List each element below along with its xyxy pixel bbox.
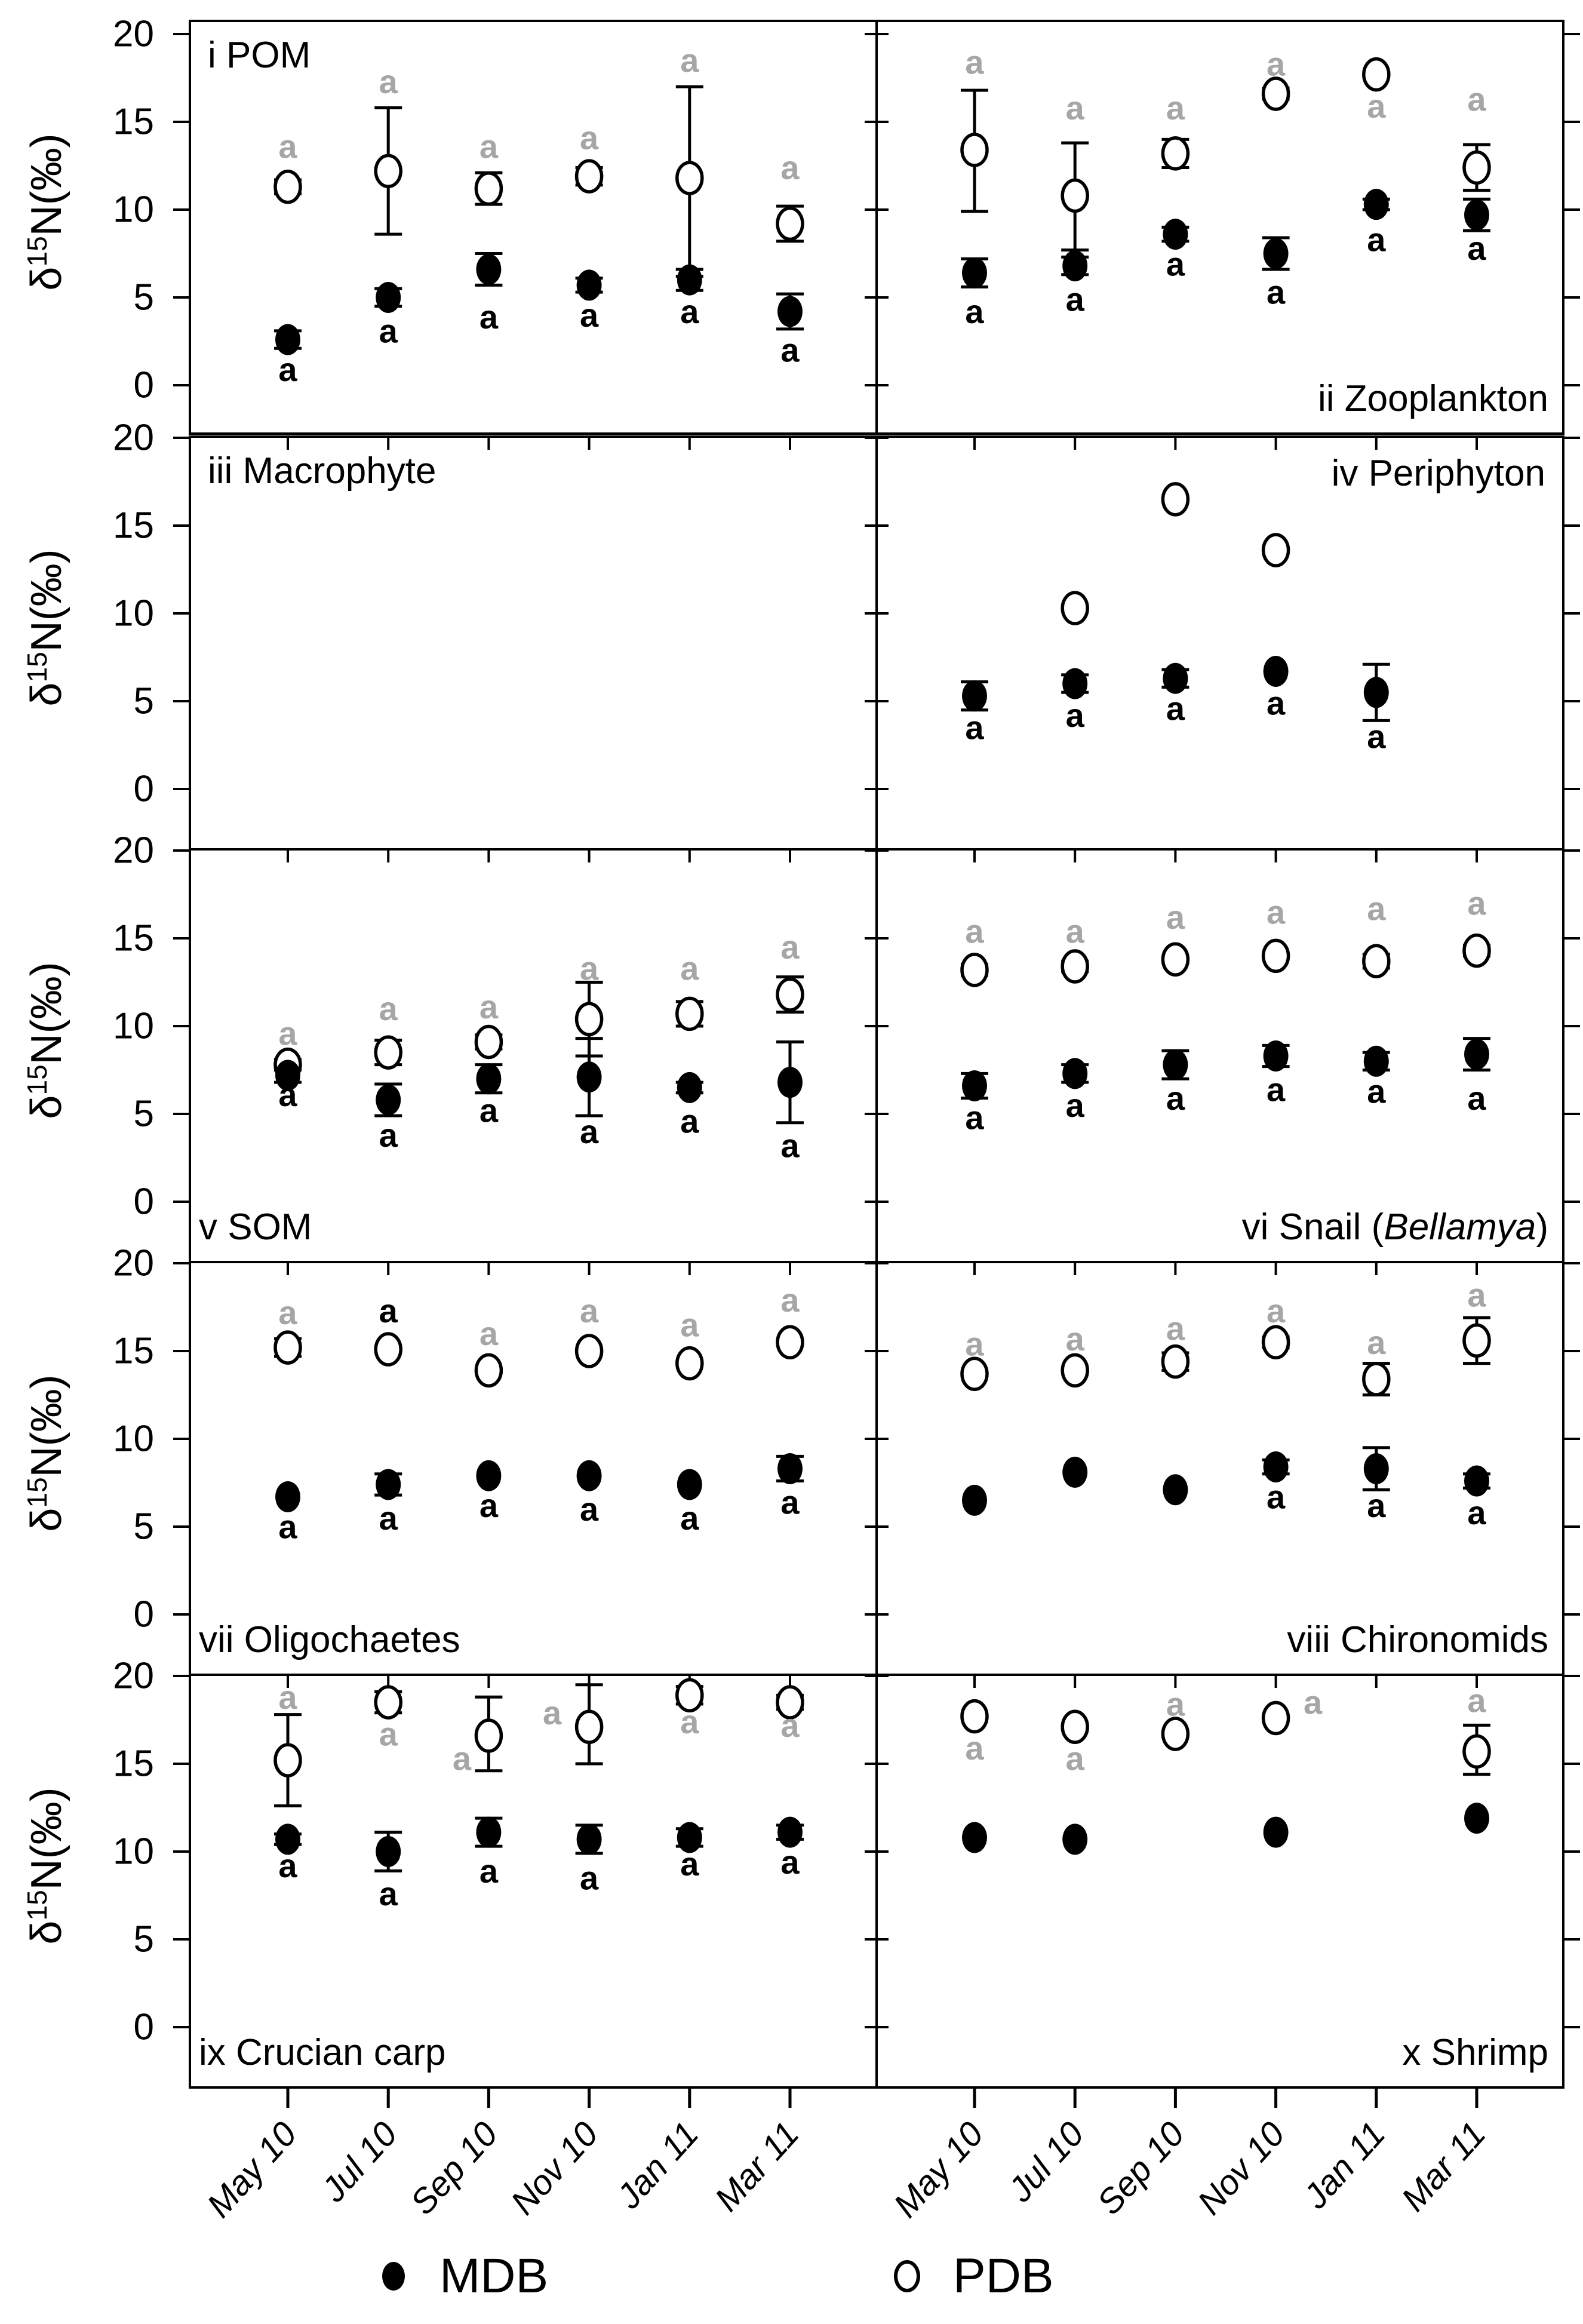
mdb-marker — [1464, 1466, 1489, 1497]
sig-label: a — [1166, 1079, 1185, 1118]
sig-label: a — [379, 1499, 398, 1537]
mdb-marker — [777, 296, 803, 327]
mdb-marker — [577, 1460, 602, 1491]
legend-label-mdb: MDB — [439, 2249, 549, 2303]
mdb-marker — [962, 1070, 987, 1101]
pdb-marker — [1062, 1355, 1087, 1386]
mdb-marker — [962, 1485, 987, 1516]
svg-text:δ15N(‰): $\delta^{15}N(‰)$ — [21, 549, 70, 707]
filled-circle-icon — [382, 2262, 405, 2291]
y-axis-title — [21, 1787, 70, 1944]
svg-text:δ15N(‰): $\delta^{15}N(‰)$ — [21, 962, 70, 1119]
mdb-marker — [376, 1084, 401, 1115]
pdb-marker — [777, 208, 803, 240]
pdb-marker — [1364, 59, 1389, 90]
sig-label: a — [580, 1859, 599, 1897]
sig-label: a — [580, 949, 599, 987]
mdb-marker — [1364, 677, 1389, 708]
y-tick-label: 20 — [113, 13, 154, 55]
svg-text:δ15N(‰): $\delta^{15}N(‰)$ — [21, 1374, 70, 1532]
y-tick-label: 0 — [133, 364, 154, 406]
sig-label: a — [1467, 884, 1486, 922]
svg-text:Sep 10: Sep 10 — [1089, 2114, 1192, 2222]
y-tick-label: 15 — [113, 917, 154, 959]
sig-label: a — [965, 708, 984, 747]
pdb-marker — [1062, 592, 1087, 624]
sig-label: a — [1267, 684, 1286, 722]
y-tick-label: 15 — [113, 1743, 154, 1785]
mdb-marker — [1464, 1803, 1489, 1834]
mdb-marker — [476, 1063, 501, 1094]
pdb-marker — [1163, 1346, 1188, 1377]
y-tick-label: 15 — [113, 101, 154, 143]
sig-label: a — [479, 127, 498, 165]
sig-label: a — [1065, 1319, 1084, 1358]
sig-label: a — [1367, 87, 1386, 125]
pdb-marker — [1364, 945, 1389, 977]
svg-text:Mar 11: Mar 11 — [707, 2114, 807, 2219]
pdb-marker — [577, 1003, 602, 1034]
legend-label-pdb: PDB — [953, 2249, 1054, 2303]
pdb-marker — [275, 1332, 300, 1363]
mdb-marker — [1264, 656, 1289, 687]
y-tick-label: 10 — [113, 1418, 154, 1460]
pdb-marker — [577, 161, 602, 192]
sig-label: a — [1467, 1681, 1486, 1720]
sig-label: a — [780, 1126, 800, 1165]
panel-title-periphyton: iv Periphyton — [1331, 453, 1545, 494]
pdb-marker — [1364, 1364, 1389, 1395]
sig-label: a — [379, 1875, 398, 1913]
sig-label: a — [479, 297, 498, 336]
pdb-marker — [777, 979, 803, 1010]
pdb-marker — [476, 1720, 501, 1751]
pdb-marker — [1163, 484, 1188, 515]
mdb-marker — [476, 254, 501, 285]
pdb-marker — [1464, 1736, 1489, 1767]
sig-label: a — [780, 1706, 800, 1744]
y-tick-label: 20 — [113, 1655, 154, 1697]
mdb-marker — [962, 680, 987, 711]
mdb-marker — [476, 1817, 501, 1848]
mdb-marker — [1062, 250, 1087, 281]
svg-text:δ15N(‰): $\delta^{15}N(‰)$ — [21, 1787, 70, 1945]
y-tick-label: 0 — [133, 2006, 154, 2048]
sig-label: a — [780, 1483, 800, 1521]
sig-label: a — [379, 62, 398, 100]
sig-label: a — [1267, 1478, 1286, 1516]
y-tick-label: 0 — [133, 1181, 154, 1223]
legend-item-mdb — [382, 2248, 548, 2304]
sig-label: a — [1467, 80, 1486, 118]
y-axis-title — [21, 133, 70, 290]
y-tick-label: 0 — [133, 768, 154, 810]
pdb-marker — [1062, 951, 1087, 982]
sig-label: a — [278, 351, 297, 389]
sig-label: a — [780, 1281, 800, 1319]
mdb-marker — [677, 265, 702, 296]
pdb-marker — [1464, 1325, 1489, 1356]
sig-label: a — [965, 912, 984, 950]
mdb-marker — [1062, 1457, 1087, 1488]
sig-label: a — [1367, 1072, 1386, 1110]
sig-label: a — [278, 1014, 297, 1052]
pdb-marker — [1264, 1703, 1289, 1734]
mdb-marker — [1062, 668, 1087, 699]
pdb-marker — [777, 1327, 803, 1358]
panel-title-zooplankton: ii Zooplankton — [1317, 378, 1548, 419]
pdb-marker — [1163, 944, 1188, 975]
sig-label: a — [680, 949, 699, 987]
sig-label: a — [1367, 1487, 1386, 1525]
pdb-marker — [1264, 78, 1289, 109]
sig-label: a — [1467, 1493, 1486, 1531]
y-tick-label: 15 — [113, 1330, 154, 1372]
svg-text:δ15N(‰): $\delta^{15}N(‰)$ — [21, 133, 70, 291]
mdb-marker — [1062, 1058, 1087, 1089]
mdb-marker — [1264, 238, 1289, 269]
pdb-marker — [962, 1358, 987, 1389]
pdb-marker — [476, 1026, 501, 1057]
sig-label: a — [680, 1845, 699, 1883]
mdb-marker — [962, 257, 987, 288]
mdb-marker — [1364, 189, 1389, 220]
sig-label: a — [965, 1098, 984, 1137]
sig-label: a — [1166, 88, 1185, 127]
panel-title-pom: i POM — [208, 35, 311, 76]
mdb-marker — [1264, 1817, 1289, 1848]
y-axis-title — [21, 1374, 70, 1531]
sig-label: a — [1267, 45, 1286, 83]
svg-text:Nov 10: Nov 10 — [503, 2114, 606, 2222]
y-tick-label: 20 — [113, 830, 154, 871]
sig-label: a — [580, 118, 599, 156]
sig-label: a — [1065, 280, 1084, 318]
sig-label: a — [965, 43, 984, 81]
mdb-marker — [1464, 1039, 1489, 1070]
pdb-marker — [376, 1334, 401, 1365]
pdb-marker — [376, 1687, 401, 1718]
mdb-marker — [1163, 1049, 1188, 1080]
pdb-marker — [1264, 535, 1289, 566]
sig-label: a — [780, 148, 800, 186]
mdb-marker — [376, 1836, 401, 1867]
pdb-marker — [376, 1037, 401, 1068]
pdb-marker — [962, 134, 987, 165]
svg-text:Jan 11: Jan 11 — [1296, 2114, 1393, 2216]
sig-label: a — [680, 1306, 699, 1344]
panel-macrophyte — [208, 450, 436, 492]
sig-label: a — [278, 127, 297, 165]
y-tick-label: 5 — [133, 277, 154, 318]
mdb-marker — [1464, 199, 1489, 231]
y-tick-label: 20 — [113, 417, 154, 459]
pdb-marker — [1062, 1711, 1087, 1742]
pdb-marker — [476, 1355, 501, 1386]
sig-label: a — [379, 1715, 398, 1753]
pdb-marker — [1464, 935, 1489, 966]
sig-label: a — [1166, 898, 1185, 937]
panel-title-chironomids: viii Chironomids — [1287, 1619, 1548, 1660]
pdb-marker — [476, 173, 501, 204]
panel-title-macrophyte: iii Macrophyte — [208, 450, 437, 492]
y-tick-label: 10 — [113, 1831, 154, 1872]
sig-label: a — [1267, 1291, 1286, 1330]
pdb-marker — [1163, 138, 1188, 169]
sig-label: a — [278, 1508, 297, 1546]
sig-label: a — [1367, 889, 1386, 928]
y-axis-title — [21, 549, 70, 706]
sig-label: a — [278, 1293, 297, 1331]
y-tick-label: 20 — [113, 1242, 154, 1284]
mdb-marker — [1364, 1453, 1389, 1484]
mdb-marker — [1264, 1040, 1289, 1072]
y-tick-label: 0 — [133, 1594, 154, 1635]
panel-title-som: v SOM — [199, 1206, 312, 1248]
sig-label: a — [580, 296, 599, 334]
panel-title-snail: vi Snail (Bellamya) — [1241, 1206, 1548, 1248]
open-circle-icon — [894, 2260, 920, 2292]
pdb-marker — [1264, 1327, 1289, 1358]
sig-label: a — [1166, 689, 1185, 727]
svg-text:Jul 10: Jul 10 — [313, 2114, 405, 2209]
mdb-marker — [962, 1822, 987, 1853]
sig-label: a — [278, 1847, 297, 1885]
sig-label: a — [580, 1490, 599, 1528]
sig-label: a — [680, 41, 699, 79]
sig-label: a — [1467, 1079, 1486, 1118]
svg-text:Sep 10: Sep 10 — [402, 2114, 506, 2222]
sig-label: a — [1166, 245, 1185, 283]
y-tick-label: 5 — [133, 1506, 154, 1548]
pdb-marker — [1264, 940, 1289, 971]
sig-label: a — [580, 1112, 599, 1150]
pdb-marker — [577, 1711, 602, 1742]
pdb-marker — [677, 998, 702, 1029]
sig-label: a — [1304, 1683, 1323, 1721]
mdb-marker — [777, 1067, 803, 1098]
y-tick-label: 15 — [113, 505, 154, 547]
mdb-marker — [1163, 1474, 1188, 1505]
pdb-marker — [677, 162, 702, 194]
legend-item-pdb — [894, 2248, 1054, 2304]
pdb-marker — [1163, 1718, 1188, 1749]
sig-label: a — [379, 1291, 398, 1330]
sig-label: a — [1166, 1685, 1185, 1723]
pdb-marker — [577, 1336, 602, 1367]
panel-title-oligochaetes: vii Oligochaetes — [199, 1619, 460, 1660]
mdb-marker — [677, 1469, 702, 1500]
y-tick-label: 10 — [113, 1005, 154, 1047]
sig-label: a — [479, 1487, 498, 1525]
sig-label: a — [1367, 220, 1386, 259]
sig-label: a — [1467, 1276, 1486, 1314]
pdb-marker — [275, 171, 300, 202]
sig-label: a — [780, 331, 800, 369]
sig-label: a — [1065, 1739, 1084, 1777]
mdb-marker — [1062, 1823, 1087, 1855]
y-axis-title — [21, 962, 70, 1119]
pdb-marker — [677, 1348, 702, 1379]
sig-label: a — [965, 293, 984, 331]
sig-label: a — [1065, 912, 1084, 950]
svg-text:Mar 11: Mar 11 — [1394, 2114, 1493, 2219]
pdb-marker — [962, 954, 987, 986]
sig-label: a — [1267, 893, 1286, 931]
svg-text:Jul 10: Jul 10 — [1000, 2114, 1092, 2209]
sig-label: a — [479, 1315, 498, 1353]
sig-label: a — [479, 988, 498, 1026]
sig-label: a — [479, 1091, 498, 1129]
sig-label: a — [1467, 229, 1486, 268]
sig-label: a — [379, 990, 398, 1028]
pdb-marker — [1062, 180, 1087, 211]
sig-label: a — [780, 1843, 800, 1881]
sig-label: a — [1065, 88, 1084, 127]
y-tick-label: 10 — [113, 189, 154, 231]
svg-text:Jan 11: Jan 11 — [609, 2114, 706, 2216]
sig-label: a — [452, 1739, 471, 1777]
mdb-marker — [677, 1072, 702, 1103]
sig-label: a — [680, 1102, 699, 1140]
mdb-marker — [376, 282, 401, 313]
sig-label: a — [1367, 717, 1386, 756]
sig-label: a — [379, 1116, 398, 1154]
mdb-marker — [376, 1469, 401, 1500]
y-tick-label: 5 — [133, 680, 154, 722]
pdb-marker — [1464, 152, 1489, 183]
sig-label: a — [543, 1694, 562, 1732]
sig-label: a — [580, 1291, 599, 1330]
sig-label: a — [278, 1076, 297, 1114]
sig-label: a — [1367, 1323, 1386, 1361]
mdb-marker — [777, 1453, 803, 1484]
panel-title-crucian-carp: ix Crucian carp — [199, 2032, 446, 2073]
sig-label: a — [780, 928, 800, 966]
mdb-marker — [577, 1061, 602, 1092]
svg-text:Nov 10: Nov 10 — [1189, 2114, 1293, 2222]
sig-label: a — [1267, 273, 1286, 311]
sig-label: a — [680, 1702, 699, 1740]
y-tick-label: 5 — [133, 1093, 154, 1135]
sig-label: a — [1166, 1309, 1185, 1347]
mdb-marker — [577, 1823, 602, 1855]
pdb-marker — [376, 155, 401, 186]
svg-text:May 10: May 10 — [199, 2114, 305, 2225]
sig-label: a — [680, 293, 699, 331]
sig-label: a — [379, 312, 398, 350]
panel-title-shrimp: x Shrimp — [1402, 2032, 1548, 2073]
sig-label: a — [1267, 1070, 1286, 1109]
pdb-marker — [275, 1745, 300, 1776]
sig-label: a — [965, 1729, 984, 1767]
sig-label: a — [1065, 696, 1084, 735]
sig-label: a — [278, 1678, 297, 1716]
sig-label: a — [965, 1325, 984, 1363]
sig-label: a — [1065, 1086, 1084, 1124]
y-tick-label: 10 — [113, 592, 154, 634]
svg-text:May 10: May 10 — [886, 2114, 991, 2225]
sig-label: a — [680, 1499, 699, 1537]
y-tick-label: 5 — [133, 1918, 154, 1960]
pdb-marker — [962, 1701, 987, 1732]
sig-label: a — [479, 1852, 498, 1890]
